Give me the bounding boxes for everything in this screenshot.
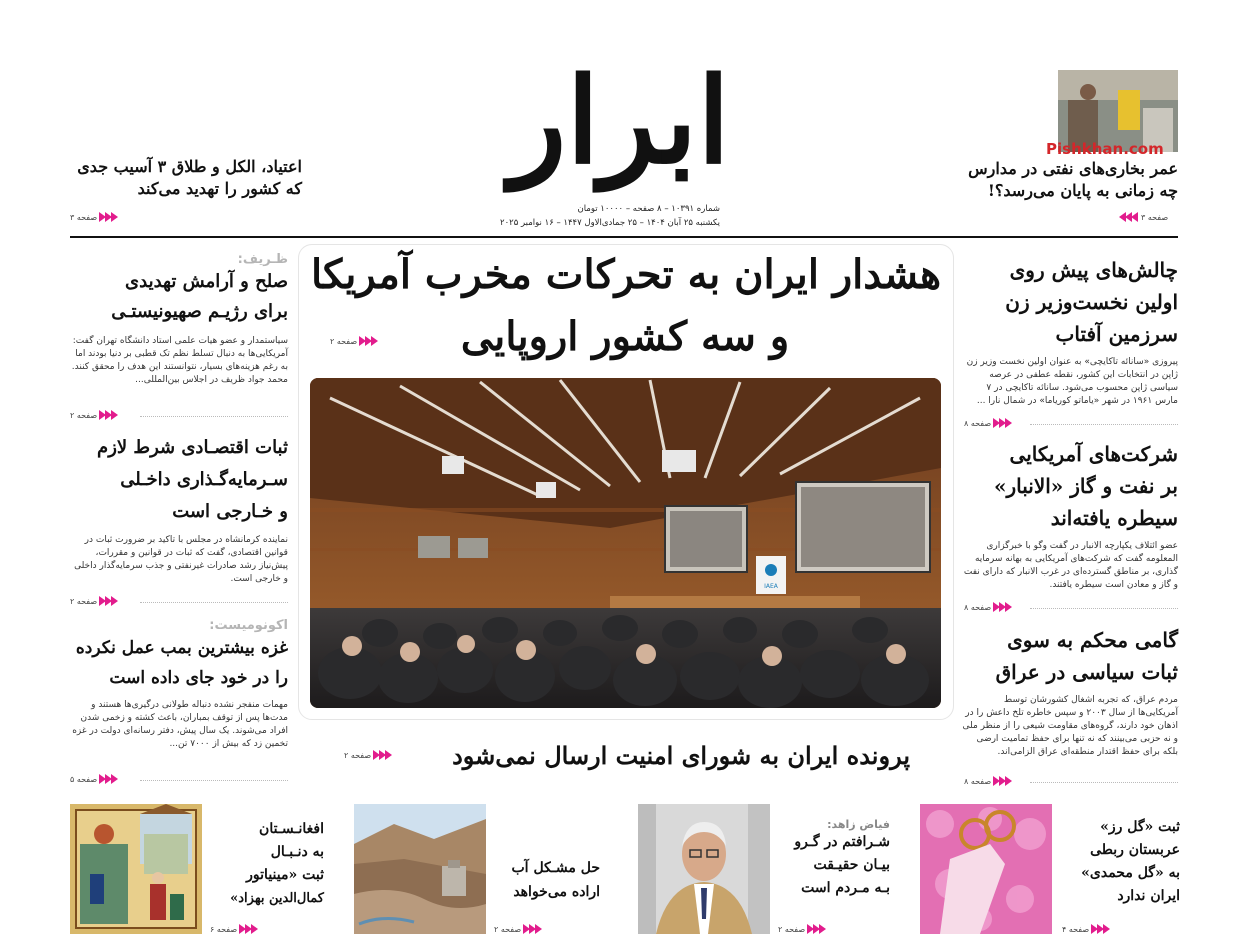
top-left-headline-1: اعتیاد، الکل و طلاق ۳ آسیب جدی (77, 157, 302, 176)
issue-line-2: یکشنبه ۲۵ آبان ۱۴۰۴ – ۲۵ جمادی‌الاول ۱۴۴۷ – ۱۶ نوامبر ۲۰۲۵ (500, 218, 720, 228)
divider (1030, 424, 1178, 425)
bottom-1-title-4: ایران ندارد (1117, 888, 1180, 904)
right-story-1-title-3: سرزمین آفتاب (1055, 322, 1178, 346)
bottom-4-title-1: افغانـسـتان (259, 821, 324, 837)
left-story-3-title-2: را در خود جای داده است (109, 668, 288, 688)
right-story-3[interactable] (962, 624, 1178, 759)
right-story-1-body: پیروزی «سانائه تاکایچی» به عنوان اولین نخست وزیر زن ژاپن در انتخابات این کشور، نقطه عطفی در عرصه سیاسی ژاپن محسوب می‌شود. سانائه تاکایچی در ۷ مارس ۱۹۶۱ در شهر «یاماتو کوریاما» در شمال نارا ... (966, 357, 1178, 406)
top-left-story[interactable] (70, 156, 302, 200)
bottom-2-image[interactable] (638, 804, 770, 934)
pishkhan-watermark: Pishkhan.com (1046, 140, 1164, 158)
bottom-1-title-3: به «گل محمدی» (1081, 865, 1180, 881)
bottom-2-page-ref[interactable] (778, 924, 826, 934)
page-number: صفحه ۳ (1141, 212, 1169, 222)
page-number: صفحه ۸ (964, 776, 992, 786)
miniature-painting-photo (70, 804, 202, 934)
bottom-4-title-4: کمال‌الدین بهزاد» (230, 891, 324, 906)
right-story-1-title-1: چالش‌های پیش روی (1009, 258, 1178, 282)
page-number: صفحه ۳ (70, 212, 98, 222)
right-story-2-page-ref[interactable] (964, 602, 1012, 612)
chevron-right-icon (994, 602, 1012, 612)
left-story-3-title-1: غزه بیشترین بمب عمل نکرده (75, 638, 288, 658)
bottom-2-title-1: شـرافتم در گـرو (794, 834, 890, 850)
top-right-story[interactable] (950, 158, 1178, 202)
left-story-2-title-3: و خـارجی است (172, 501, 288, 522)
left-story-2-title-1: ثبات اقتصـادی شرط لازم (97, 437, 288, 458)
chevron-right-icon (100, 212, 118, 222)
masthead-logo: ابرار (509, 51, 730, 190)
left-story-1-kicker: ظـریف: (237, 252, 288, 267)
bottom-2-title-3: بـه مـردم است (801, 880, 890, 896)
divider (140, 780, 288, 781)
chevron-right-icon (524, 924, 542, 934)
divider (140, 602, 288, 603)
left-story-3[interactable] (70, 618, 288, 751)
left-story-1-page-ref[interactable] (70, 410, 118, 420)
bottom-3-page-ref[interactable] (494, 924, 542, 934)
page-number: صفحه ۸ (964, 602, 992, 612)
right-story-3-body: مردم عراق، که تجربه اشغال کشورشان توسط آمریکایی‌ها از سال ۲۰۰۳ و سپس خاطره تلخ داعش را در اذهان خود دارند، گروه‌های مقاومت شیعی را از منظر ملی و نه حزبی می‌بینند که نه تنها برای حفظ تمامیت ارضی بلکه برای حفظ اقتدار منطقه‌ای عراق الزامی‌اند. (962, 695, 1178, 757)
left-story-1-title-2: برای رژیـم صهیونیستـی (111, 301, 288, 322)
bottom-4-title-3: ثبت «مینیاتور (246, 867, 324, 883)
right-story-2-title-2: بر نفت و گاز «الانبار» (993, 474, 1178, 498)
right-story-3-title-1: گامی محکم به سوی (1007, 628, 1178, 652)
left-story-3-body: مهمات منفجر نشده دنباله طولانی درگیری‌ها هستند و مدت‌ها پس از توقف بمباران، باعث کشته و زخمی شدن افراد می‌شوند. یک سال پیش، دفتر رسانه‌ای دولت در غزه تخمین زد که بیش از ۷۰۰۰ تن... (72, 700, 288, 749)
left-story-2-title-2: سـرمایه‌گـذاری داخـلی (120, 469, 288, 490)
chevron-right-icon (1092, 924, 1110, 934)
chevron-right-icon (808, 924, 826, 934)
left-story-3-kicker: اکونومیست: (209, 618, 288, 633)
bottom-3-story[interactable] (490, 856, 600, 904)
right-story-2-title-3: سیطره یافته‌اند (1050, 506, 1178, 530)
sub-lead-headline[interactable]: پرونده ایران به شورای امنیت ارسال نمی‌شود (452, 741, 910, 770)
left-story-2[interactable] (70, 432, 288, 586)
bottom-4-page-ref[interactable] (210, 924, 258, 934)
left-story-2-body: نماینده کرمانشاه در مجلس با تاکید بر ضرورت ثبات در قوانین اقتصادی، گفت که ثبات در قوانین و مقررات، پیش‌نیاز رشد صادرات غیرنفتی و جذب سرمایه‌گذار داخلی و خارجی است. (74, 535, 288, 584)
lead-page-ref[interactable] (330, 336, 378, 346)
page-number: صفحه ۲ (70, 596, 98, 606)
chevron-right-icon (374, 750, 392, 760)
bottom-1-title-2: عربستان ربطی (1090, 842, 1180, 858)
bottom-1-title-1: ثبت «گل رز» (1100, 819, 1180, 835)
chevron-right-icon (100, 596, 118, 606)
lead-headline-1[interactable]: هشدار ایران به تحرکات مخرب آمریکا (310, 251, 942, 298)
right-story-3-title-2: ثبات سیاسی در عراق (995, 660, 1178, 684)
iaea-badge-text: IAEA (764, 583, 778, 590)
bottom-2-title-2: بیـان حقیـقت (813, 857, 890, 873)
bottom-2-kicker: فیاض زاهد: (827, 818, 890, 831)
bottom-4-title-2: به دنـبـال (270, 844, 324, 860)
left-story-1-body: سیاستمدار و عضو هیات علمی استاد دانشگاه تهران گفت: آمریکایی‌ها به دنبال تسلط نظم تک قطبی بر دنیا بودند اما به رغم هزینه‌های بسیار، نتوانستند این هدف را محقق کنند. محمد جواد ظریف در اجلاس بین‌المللی... (71, 336, 288, 385)
bottom-3-image[interactable] (354, 804, 486, 934)
divider (1030, 782, 1178, 783)
chevron-right-icon (994, 776, 1012, 786)
bottom-1-page-ref[interactable] (1062, 924, 1110, 934)
page-number: صفحه ۸ (964, 418, 992, 428)
page-number: صفحه ۲ (344, 750, 372, 760)
portrait-photo (638, 804, 770, 934)
bottom-2-story[interactable] (774, 818, 890, 900)
chevron-right-icon (100, 774, 118, 784)
right-story-2-title-1: شرکت‌های آمریکایی (1009, 442, 1178, 466)
page-number: صفحه ۲ (330, 336, 358, 346)
bottom-3-title-2: اراده می‌خواهد (513, 884, 600, 900)
page-number: صفحه ۲ (778, 924, 806, 934)
right-story-1[interactable] (962, 254, 1178, 408)
issue-line-1: شماره ۱۰۳۹۱ – ۸ صفحه – ۱۰۰۰۰ تومان (577, 204, 720, 214)
lead-headline-2[interactable]: و سه کشور اروپایی (460, 313, 790, 360)
top-right-headline-2: چه زمانی به پایان می‌رسد؟! (987, 181, 1178, 200)
left-story-1[interactable] (70, 252, 288, 387)
left-story-2-page-ref[interactable] (70, 596, 118, 606)
bottom-4-story[interactable] (206, 818, 324, 910)
chevron-right-icon (360, 336, 378, 346)
page-number: صفحه ۶ (210, 924, 238, 934)
dry-dam-photo (354, 804, 486, 934)
right-story-2[interactable] (962, 438, 1178, 592)
divider (1030, 608, 1178, 609)
bottom-1-story[interactable] (1056, 816, 1180, 908)
top-right-page-ref[interactable] (1120, 212, 1168, 222)
chevron-left-icon (1120, 212, 1138, 222)
top-left-headline-2: که کشور را تهدید می‌کند (137, 179, 302, 198)
bottom-3-title-1: حل مشـکل آب (511, 860, 600, 876)
page-number: صفحه ۲ (494, 924, 522, 934)
top-right-headline-1: عمر بخاری‌های نفتی در مدارس (968, 159, 1178, 178)
page-number: صفحه ۵ (70, 774, 98, 784)
right-story-1-title-2: اولین نخست‌وزیر زن (1005, 290, 1178, 314)
bottom-4-image[interactable] (70, 804, 202, 934)
rose-petals-photo (920, 804, 1052, 934)
conference-hall-photo (310, 378, 941, 708)
right-story-3-page-ref[interactable] (964, 776, 1012, 786)
divider (140, 416, 288, 417)
left-story-1-title-1: صلح و آرامش تهدیدی (125, 271, 288, 292)
chevron-right-icon (240, 924, 258, 934)
page-number: صفحه ۲ (70, 410, 98, 420)
left-story-3-page-ref[interactable] (70, 774, 118, 784)
right-story-2-body: عضو ائتلاف یکپارچه الانبار در گفت وگو با خبرگزاری المعلومه گفت که شرکت‌های آمریکایی به بهانه سرمایه گذاری، بر مناطق گسترده‌ای در غرب الانبار که دارای نفت و گاز و معادن است سیطره یافتند. (963, 541, 1178, 590)
lead-photo[interactable] (310, 378, 941, 708)
chevron-right-icon (994, 418, 1012, 428)
page-number: صفحه ۴ (1062, 924, 1090, 934)
masthead-rule (70, 236, 1178, 238)
top-left-page-ref[interactable] (70, 212, 118, 222)
bottom-1-image[interactable] (920, 804, 1052, 934)
chevron-right-icon (100, 410, 118, 420)
sub-lead-page-ref[interactable] (344, 750, 392, 760)
right-story-1-page-ref[interactable] (964, 418, 1012, 428)
